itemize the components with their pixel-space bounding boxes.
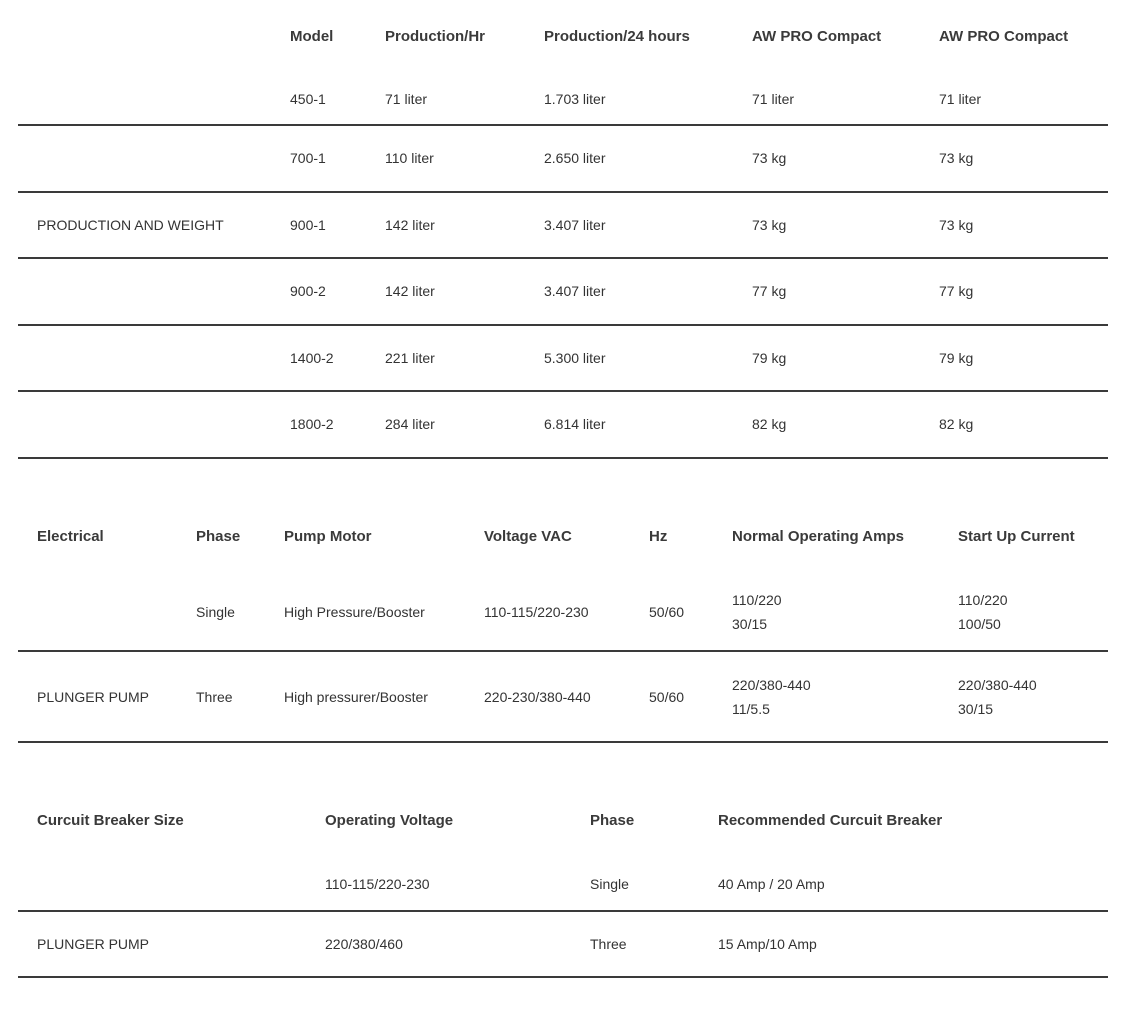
startup-current-line-2: 30/15 <box>958 700 994 717</box>
aw-pro-compact-cell: 82 kg <box>752 416 787 433</box>
phase-cell: Single <box>590 876 629 892</box>
header-cell-breaker-size: Curcuit Breaker Size <box>37 812 184 829</box>
normal-amps-line-2: 11/5.5 <box>732 700 770 717</box>
operating-voltage-cell: 220/380/460 <box>325 936 403 952</box>
table-header-row <box>18 0 1108 74</box>
model-cell: 1800-2 <box>290 416 334 433</box>
model-cell: 900-1 <box>290 216 326 233</box>
table-row <box>18 574 1108 652</box>
model-cell: 450-1 <box>290 91 326 107</box>
normal-amps-cell <box>732 574 782 650</box>
table-row <box>18 326 1108 393</box>
normal-amps-line-2: 30/15 <box>732 616 768 632</box>
header-cell-production-24h: Production/24 hours <box>544 28 690 45</box>
table-row <box>18 74 1108 126</box>
model-cell: 700-1 <box>290 150 326 167</box>
pump-motor-cell: High pressurer/Booster <box>284 688 428 705</box>
startup-current-line-1: 220/380-440 <box>958 676 1037 693</box>
recommended-breaker-cell: 40 Amp / 20 Amp <box>718 876 825 892</box>
table-row <box>18 392 1108 459</box>
production-24h-cell: 6.814 liter <box>544 416 606 433</box>
production-hr-cell: 221 liter <box>385 349 435 366</box>
production-24h-cell: 3.407 liter <box>544 216 606 233</box>
normal-amps-line-1: 110/220 <box>732 592 782 608</box>
production-24h-cell: 2.650 liter <box>544 150 606 167</box>
recommended-breaker-cell: 15 Amp/10 Amp <box>718 936 817 952</box>
table-row <box>18 652 1108 743</box>
aw-pro-compact-cell: 71 liter <box>752 91 795 107</box>
aw-pro-compact-cell: 79 kg <box>752 349 787 366</box>
header-cell-operating-voltage: Operating Voltage <box>325 812 454 829</box>
production-hr-cell: 110 liter <box>385 150 434 167</box>
model-cell: 900-2 <box>290 283 326 300</box>
electrical-table <box>18 500 1108 743</box>
header-cell-phase: Phase <box>590 812 635 829</box>
header-cell-start-up-current: Start Up Current <box>958 528 1075 545</box>
phase-cell: Three <box>590 936 627 952</box>
hz-cell: 50/60 <box>649 688 685 705</box>
production-24h-cell: 1.703 liter <box>544 91 606 107</box>
aw-pro-compact-cell-2: 73 kg <box>939 216 974 233</box>
aw-pro-compact-cell: 77 kg <box>752 283 787 300</box>
aw-pro-compact-cell: 73 kg <box>752 150 787 167</box>
header-cell-voltage-vac: Voltage VAC <box>484 528 572 545</box>
startup-current-cell <box>958 652 1037 741</box>
production-weight-table <box>18 0 1108 459</box>
pump-motor-cell: High Pressure/Booster <box>284 604 425 620</box>
aw-pro-compact-cell-2: 79 kg <box>939 349 974 366</box>
header-cell-aw-pro-compact-2: AW PRO Compact <box>939 28 1069 45</box>
aw-pro-compact-cell-2: 77 kg <box>939 283 974 300</box>
table-row <box>18 858 1108 912</box>
startup-current-cell <box>958 574 1008 650</box>
startup-current-line-2: 100/50 <box>958 616 1001 632</box>
production-hr-cell: 142 liter <box>385 283 435 300</box>
header-cell-recommended-breaker: Recommended Curcuit Breaker <box>718 812 943 829</box>
model-cell: 1400-2 <box>290 349 334 366</box>
header-cell-normal-operating-amps: Normal Operating Amps <box>732 528 904 545</box>
phase-cell: Single <box>196 604 235 620</box>
row-label: PLUNGER PUMP <box>37 936 150 952</box>
production-hr-cell: 142 liter <box>385 216 435 233</box>
operating-voltage-cell: 110-115/220-230 <box>325 876 430 892</box>
header-cell-model: Model <box>290 28 334 45</box>
startup-current-line-1: 110/220 <box>958 592 1008 608</box>
phase-cell: Three <box>196 688 233 705</box>
header-cell-aw-pro-compact: AW PRO Compact <box>752 28 882 45</box>
aw-pro-compact-cell-2: 73 kg <box>939 150 974 167</box>
production-24h-cell: 5.300 liter <box>544 349 606 366</box>
circuit-breaker-table <box>18 784 1108 978</box>
voltage-cell: 220-230/380-440 <box>484 688 591 705</box>
voltage-cell: 110-115/220-230 <box>484 604 589 620</box>
production-24h-cell: 3.407 liter <box>544 283 606 300</box>
aw-pro-compact-cell-2: 71 liter <box>939 91 982 107</box>
row-label: PLUNGER PUMP <box>37 688 150 705</box>
aw-pro-compact-cell: 73 kg <box>752 216 787 233</box>
table-header-row <box>18 500 1108 574</box>
table-row <box>18 126 1108 193</box>
production-hr-cell: 284 liter <box>385 416 435 433</box>
table-row <box>18 259 1108 326</box>
header-cell-phase: Phase <box>196 528 241 545</box>
row-label: PRODUCTION AND WEIGHT <box>37 216 224 233</box>
normal-amps-cell <box>732 652 811 741</box>
header-cell-pump-motor: Pump Motor <box>284 528 372 545</box>
table-row <box>18 193 1108 260</box>
table-header-row <box>18 784 1108 858</box>
header-cell-hz: Hz <box>649 528 668 545</box>
aw-pro-compact-cell-2: 82 kg <box>939 416 974 433</box>
normal-amps-line-1: 220/380-440 <box>732 676 811 693</box>
hz-cell: 50/60 <box>649 604 685 620</box>
header-cell-production-hr: Production/Hr <box>385 28 485 45</box>
header-cell-electrical: Electrical <box>37 528 104 545</box>
table-row <box>18 912 1108 978</box>
production-hr-cell: 71 liter <box>385 91 428 107</box>
